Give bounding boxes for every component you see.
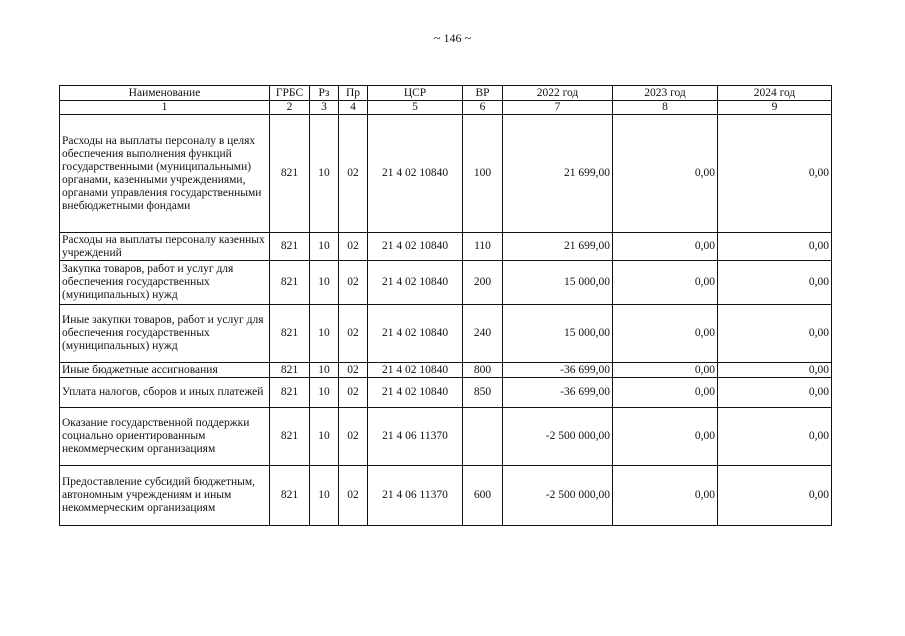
row-csr: 21 4 06 11370 <box>368 408 463 466</box>
budget-table <box>59 85 832 526</box>
row-2023: 0,00 <box>613 466 718 526</box>
row-csr: 21 4 06 11370 <box>368 466 463 526</box>
table-row <box>60 115 832 233</box>
row-rz: 10 <box>310 261 339 305</box>
row-name: Иные закупки товаров, работ и услуг для обеспечения государственных (муниципальных) нужд <box>60 305 270 363</box>
row-2024: 0,00 <box>718 115 832 233</box>
table-row <box>60 466 832 526</box>
row-rz: 10 <box>310 378 339 408</box>
header-2023: 2023 год <box>613 86 718 101</box>
row-name: Закупка товаров, работ и услуг для обеспечения государственных (муниципальных) нужд <box>60 261 270 305</box>
row-pr: 02 <box>339 261 368 305</box>
row-rz: 10 <box>310 408 339 466</box>
header-2024: 2024 год <box>718 86 832 101</box>
row-pr: 02 <box>339 378 368 408</box>
header-grbs: ГРБС <box>270 86 310 101</box>
row-csr: 21 4 02 10840 <box>368 261 463 305</box>
row-name: Предоставление субсидий бюджетным, автономным учреждениям и иным некоммерческим организациям <box>60 466 270 526</box>
row-2024: 0,00 <box>718 363 832 378</box>
row-2023: 0,00 <box>613 378 718 408</box>
row-2023: 0,00 <box>613 261 718 305</box>
column-number: 2 <box>270 101 310 115</box>
row-csr: 21 4 02 10840 <box>368 115 463 233</box>
row-rz: 10 <box>310 115 339 233</box>
row-grbs: 821 <box>270 466 310 526</box>
row-grbs: 821 <box>270 378 310 408</box>
column-number: 6 <box>463 101 503 115</box>
row-grbs: 821 <box>270 363 310 378</box>
row-csr: 21 4 02 10840 <box>368 233 463 261</box>
row-csr: 21 4 02 10840 <box>368 363 463 378</box>
row-name: Расходы на выплаты персоналу в целях обеспечения выполнения функций государственными (муниципальными) органами, казенными учреждениями, органами управления государственными внебюджетными фондами <box>60 115 270 233</box>
header-name: Наименование <box>60 86 270 101</box>
column-number: 4 <box>339 101 368 115</box>
row-2023: 0,00 <box>613 363 718 378</box>
row-2023: 0,00 <box>613 115 718 233</box>
table-row <box>60 305 832 363</box>
row-csr: 21 4 02 10840 <box>368 305 463 363</box>
row-vr: 600 <box>463 466 503 526</box>
column-number: 1 <box>60 101 270 115</box>
column-number-row <box>60 101 832 115</box>
row-rz: 10 <box>310 363 339 378</box>
row-2024: 0,00 <box>718 261 832 305</box>
column-number: 9 <box>718 101 832 115</box>
row-pr: 02 <box>339 233 368 261</box>
table-row <box>60 363 832 378</box>
row-name: Оказание государственной поддержки социально ориентированным некоммерческим организациям <box>60 408 270 466</box>
page-number: ~ 146 ~ <box>434 31 471 45</box>
row-2022: -36 699,00 <box>503 363 613 378</box>
row-vr: 240 <box>463 305 503 363</box>
column-number: 3 <box>310 101 339 115</box>
row-2024: 0,00 <box>718 408 832 466</box>
row-vr: 800 <box>463 363 503 378</box>
row-grbs: 821 <box>270 305 310 363</box>
row-grbs: 821 <box>270 115 310 233</box>
row-rz: 10 <box>310 305 339 363</box>
row-name: Уплата налогов, сборов и иных платежей <box>60 378 270 408</box>
table-row <box>60 261 832 305</box>
row-vr: 850 <box>463 378 503 408</box>
row-2022: -2 500 000,00 <box>503 466 613 526</box>
row-pr: 02 <box>339 466 368 526</box>
row-2022: -2 500 000,00 <box>503 408 613 466</box>
column-number: 5 <box>368 101 463 115</box>
row-2023: 0,00 <box>613 233 718 261</box>
row-2024: 0,00 <box>718 466 832 526</box>
row-pr: 02 <box>339 115 368 233</box>
row-2022: -36 699,00 <box>503 378 613 408</box>
row-csr: 21 4 02 10840 <box>368 378 463 408</box>
row-pr: 02 <box>339 305 368 363</box>
header-csr: ЦСР <box>368 86 463 101</box>
row-2022: 21 699,00 <box>503 233 613 261</box>
row-2022: 15 000,00 <box>503 261 613 305</box>
row-2024: 0,00 <box>718 233 832 261</box>
row-2022: 15 000,00 <box>503 305 613 363</box>
header-row <box>60 86 832 101</box>
header-vr: ВР <box>463 86 503 101</box>
row-pr: 02 <box>339 363 368 378</box>
row-2023: 0,00 <box>613 408 718 466</box>
row-rz: 10 <box>310 233 339 261</box>
column-number: 8 <box>613 101 718 115</box>
row-vr: 200 <box>463 261 503 305</box>
row-vr: 100 <box>463 115 503 233</box>
row-grbs: 821 <box>270 261 310 305</box>
header-2022: 2022 год <box>503 86 613 101</box>
row-2024: 0,00 <box>718 305 832 363</box>
row-2023: 0,00 <box>613 305 718 363</box>
row-name: Иные бюджетные ассигнования <box>60 363 270 378</box>
row-grbs: 821 <box>270 408 310 466</box>
table-row <box>60 378 832 408</box>
row-rz: 10 <box>310 466 339 526</box>
header-rz: Рз <box>310 86 339 101</box>
row-name: Расходы на выплаты персоналу казенных учреждений <box>60 233 270 261</box>
header-pr: Пр <box>339 86 368 101</box>
row-2022: 21 699,00 <box>503 115 613 233</box>
table-row <box>60 233 832 261</box>
row-vr <box>463 408 503 466</box>
column-number: 7 <box>503 101 613 115</box>
table-row <box>60 408 832 466</box>
row-pr: 02 <box>339 408 368 466</box>
row-2024: 0,00 <box>718 378 832 408</box>
row-vr: 110 <box>463 233 503 261</box>
row-grbs: 821 <box>270 233 310 261</box>
